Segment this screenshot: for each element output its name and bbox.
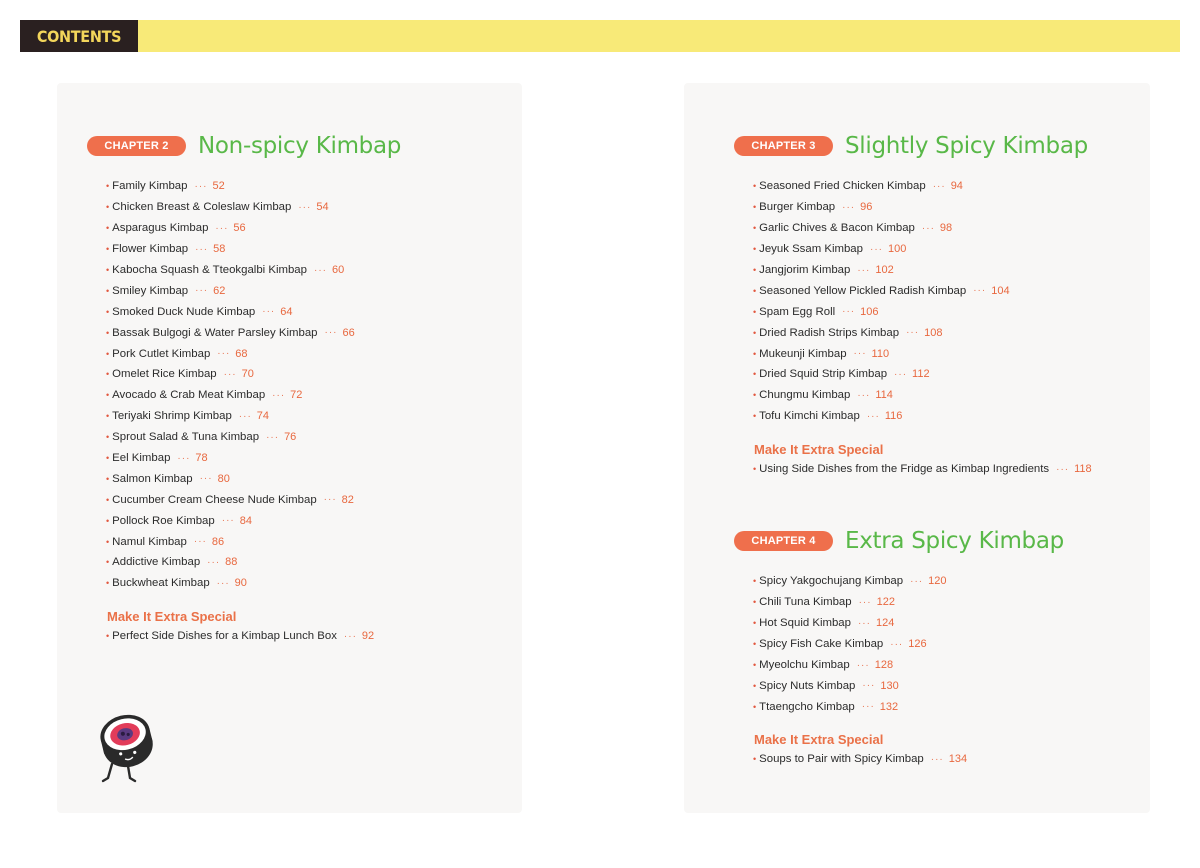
bullet-icon: • (753, 464, 757, 475)
toc-entry (753, 634, 946, 655)
toc-entry (753, 239, 1010, 260)
toc-entry-page: 82 (341, 493, 354, 506)
leader-dots: ··· (856, 659, 870, 671)
toc-entry (106, 448, 355, 469)
toc-entry-page: 64 (280, 305, 293, 318)
toc-entry (753, 592, 946, 613)
toc-entry-page: 90 (234, 577, 247, 590)
toc-entry (106, 239, 355, 260)
chapter-3-badge: CHAPTER 3 (734, 136, 833, 156)
bullet-icon: • (753, 244, 757, 255)
toc-entry-page: 100 (887, 243, 907, 256)
toc-entry-page: 134 (948, 753, 968, 766)
toc-entry-title: Buckwheat Kimbap (112, 577, 210, 590)
toc-entry-title: Myeolchu Kimbap (759, 659, 850, 671)
toc-entry-title: Ttaengcho Kimbap (759, 700, 855, 713)
toc-entry (753, 364, 1010, 385)
toc-entry-page: 106 (860, 305, 879, 318)
toc-entry-title: Flower Kimbap (112, 243, 189, 256)
bullet-icon: • (753, 327, 757, 338)
toc-entry-page: 60 (331, 264, 345, 276)
toc-entry-title: Spicy Yakgochujang Kimbap (759, 575, 904, 588)
bullet-icon: • (753, 202, 757, 213)
toc-entry-page: 80 (217, 472, 230, 485)
bullet-icon: • (753, 754, 757, 765)
toc-entry-title: Eel Kimbap (112, 452, 171, 465)
toc-entry-title: Perfect Side Dishes for a Kimbap Lunch Box (112, 630, 337, 643)
toc-entry-page: 62 (213, 284, 226, 297)
toc-entry-title: Asparagus Kimbap (112, 222, 209, 235)
toc-entry-title: Jangjorim Kimbap (759, 264, 851, 276)
toc-entry-title: Using Side Dishes from the Fridge as Kimbap Ingredients (759, 463, 1050, 476)
toc-entry (106, 552, 355, 573)
bullet-icon: • (106, 536, 110, 547)
chapter-3-title: Slightly Spicy Kimbap (845, 133, 1088, 159)
toc-entry-title: Smoked Duck Nude Kimbap (112, 305, 256, 318)
toc-entry (106, 322, 355, 343)
toc-entry-title: Family Kimbap (112, 180, 188, 193)
bullet-icon: • (106, 327, 110, 338)
toc-entry-title: Seasoned Fried Chicken Kimbap (759, 180, 926, 193)
toc-entry-page: 126 (908, 638, 927, 651)
chapter-2-heading (87, 133, 401, 159)
leader-dots: ··· (298, 201, 312, 213)
toc-entry-page: 122 (876, 596, 895, 609)
toc-entry-page: 98 (939, 222, 953, 235)
toc-entry-title: Bassak Bulgogi & Water Parsley Kimbap (112, 326, 318, 339)
toc-entry (753, 696, 946, 717)
toc-entry (753, 613, 946, 634)
toc-entry-page: 118 (1074, 463, 1092, 476)
leader-dots: ··· (193, 536, 207, 548)
toc-entry-title: Cucumber Cream Cheese Nude Kimbap (112, 493, 317, 506)
toc-entry-page: 96 (860, 201, 873, 214)
toc-entry-page: 68 (235, 347, 248, 360)
toc-entry (753, 655, 946, 676)
toc-entry-page: 74 (256, 410, 270, 423)
toc-entry-title: Chili Tuna Kimbap (759, 596, 852, 609)
bullet-icon: • (106, 285, 110, 296)
toc-entry-page: 86 (211, 535, 225, 548)
toc-entry-title: Omelet Rice Kimbap (112, 368, 217, 381)
toc-entry-title: Pollock Roe Kimbap (112, 514, 215, 527)
toc-entry (106, 489, 355, 510)
leader-dots: ··· (343, 630, 357, 642)
leader-dots: ··· (194, 180, 208, 192)
contents-label: CONTENTS (20, 20, 138, 52)
toc-entry-title: Spicy Nuts Kimbap (759, 679, 856, 692)
leader-dots: ··· (221, 515, 235, 527)
toc-entry-title: Dried Radish Strips Kimbap (759, 326, 900, 339)
leader-dots: ··· (842, 201, 856, 213)
toc-entry-title: Soups to Pair with Spicy Kimbap (759, 753, 924, 766)
bullet-icon: • (753, 660, 757, 670)
toc-entry-page: 120 (928, 575, 947, 588)
chapter-3-heading (734, 133, 1088, 159)
leader-dots: ··· (857, 264, 871, 276)
chapter-3-list (753, 176, 1010, 427)
chapter-3-special-heading: Make It Extra Special (754, 442, 884, 457)
bullet-icon: • (106, 515, 110, 526)
toc-entry-title: Sprout Salad & Tuna Kimbap (112, 431, 260, 444)
toc-entry-title: Dried Squid Strip Kimbap (759, 368, 888, 381)
toc-entry-title: Seasoned Yellow Pickled Radish Kimbap (759, 284, 967, 297)
toc-entry-title: Burger Kimbap (759, 201, 836, 214)
toc-entry (753, 749, 967, 770)
toc-entry (106, 280, 355, 301)
toc-entry-title: Tofu Kimchi Kimbap (759, 410, 860, 423)
bullet-icon: • (106, 223, 110, 234)
toc-entry (753, 218, 1010, 239)
toc-entry-page: 66 (342, 326, 355, 339)
leader-dots: ··· (1056, 463, 1070, 475)
chapter-2-list (106, 176, 355, 594)
toc-entry-title: Spam Egg Roll (759, 305, 836, 318)
bullet-icon: • (106, 473, 110, 484)
toc-entry-page: 84 (239, 514, 252, 527)
leader-dots: ··· (930, 753, 944, 765)
toc-entry (753, 571, 946, 592)
toc-entry-page: 108 (924, 326, 943, 339)
leader-dots: ··· (857, 617, 871, 629)
toc-entry (106, 626, 374, 647)
toc-entry-page: 112 (912, 368, 930, 381)
leader-dots: ··· (921, 222, 935, 234)
toc-entry-title: Hot Squid Kimbap (759, 617, 851, 630)
toc-entry-title: Smiley Kimbap (112, 284, 189, 297)
bullet-icon: • (753, 348, 757, 359)
toc-entry-page: 102 (875, 264, 894, 276)
toc-entry (753, 301, 1010, 322)
toc-entry (753, 406, 1010, 427)
toc-entry-title: Avocado & Crab Meat Kimbap (112, 389, 266, 402)
chapter-2-badge: CHAPTER 2 (87, 136, 186, 156)
toc-entry (106, 531, 355, 552)
bullet-icon: • (106, 453, 110, 464)
leader-dots: ··· (177, 452, 191, 464)
toc-entry (106, 343, 355, 364)
toc-entry-page: 58 (213, 243, 226, 256)
chapter-3-special-list (753, 459, 1092, 480)
bullet-icon: • (106, 578, 110, 589)
leader-dots: ··· (216, 577, 230, 589)
toc-entry-page: 128 (874, 659, 894, 671)
toc-entry (106, 301, 355, 322)
bullet-icon: • (753, 181, 757, 192)
toc-entry-page: 114 (875, 389, 893, 402)
bullet-icon: • (753, 639, 757, 650)
bullet-icon: • (106, 494, 110, 505)
bullet-icon: • (106, 265, 110, 275)
toc-entry (753, 197, 1010, 218)
toc-entry-title: Mukeunji Kimbap (759, 347, 847, 360)
toc-entry (106, 385, 355, 406)
leader-dots: ··· (910, 575, 924, 587)
toc-entry (106, 427, 355, 448)
leader-dots: ··· (266, 431, 280, 443)
toc-entry (106, 510, 355, 531)
bullet-icon: • (753, 618, 757, 629)
toc-entry-page: 124 (875, 617, 895, 630)
toc-entry-page: 130 (880, 679, 899, 692)
bullet-icon: • (106, 202, 110, 213)
leader-dots: ··· (894, 368, 908, 380)
leader-dots: ··· (313, 264, 327, 276)
leader-dots: ··· (272, 389, 286, 401)
bullet-icon: • (106, 432, 110, 443)
toc-entry-page: 104 (991, 284, 1010, 297)
bullet-icon: • (753, 390, 757, 401)
bullet-icon: • (753, 576, 757, 587)
toc-entry (106, 176, 355, 197)
bullet-icon: • (753, 306, 757, 317)
leader-dots: ··· (857, 389, 871, 401)
toc-entry-title: Chungmu Kimbap (759, 389, 851, 402)
leader-dots: ··· (906, 327, 920, 339)
toc-entry (106, 197, 355, 218)
leader-dots: ··· (199, 473, 213, 485)
toc-entry-page: 52 (212, 180, 225, 193)
toc-entry-title: Teriyaki Shrimp Kimbap (112, 410, 232, 423)
toc-entry (106, 468, 355, 489)
leader-dots: ··· (858, 596, 872, 608)
toc-entry-title: Spicy Fish Cake Kimbap (759, 638, 884, 651)
chapter-2-title: Non-spicy Kimbap (198, 133, 402, 159)
leader-dots: ··· (207, 556, 221, 568)
bullet-icon: • (106, 557, 110, 568)
bullet-icon: • (753, 223, 757, 234)
bullet-icon: • (106, 348, 110, 359)
leader-dots: ··· (853, 348, 867, 360)
bullet-icon: • (753, 701, 757, 712)
leader-dots: ··· (866, 410, 880, 422)
bullet-icon: • (106, 411, 110, 422)
toc-entry (753, 176, 1010, 197)
bullet-icon: • (753, 265, 757, 275)
bullet-icon: • (106, 306, 110, 317)
leader-dots: ··· (932, 180, 946, 192)
chapter-4-badge: CHAPTER 4 (734, 531, 833, 551)
bullet-icon: • (753, 285, 757, 296)
chapter-2-special-list (106, 626, 374, 647)
toc-entry (753, 459, 1092, 480)
leader-dots: ··· (890, 638, 904, 650)
toc-entry-title: Garlic Chives & Bacon Kimbap (759, 222, 915, 235)
toc-entry (106, 364, 355, 385)
leader-dots: ··· (195, 285, 209, 297)
leader-dots: ··· (217, 348, 231, 360)
toc-entry (753, 385, 1010, 406)
toc-entry-page: 88 (225, 556, 238, 569)
toc-entry-title: Pork Cutlet Kimbap (112, 347, 211, 360)
toc-entry-page: 78 (195, 452, 208, 465)
leader-dots: ··· (973, 285, 987, 297)
toc-entry-title: Addictive Kimbap (112, 556, 201, 569)
toc-entry (753, 280, 1010, 301)
toc-entry-page: 132 (879, 700, 899, 713)
toc-entry-title: Jeyuk Ssam Kimbap (759, 243, 863, 256)
leader-dots: ··· (324, 327, 338, 339)
bullet-icon: • (753, 597, 757, 608)
bullet-icon: • (106, 631, 110, 642)
toc-entry (106, 573, 355, 594)
leader-dots: ··· (862, 680, 876, 692)
leader-dots: ··· (215, 222, 229, 234)
toc-entry-title: Kabocha Squash & Tteokgalbi Kimbap (112, 264, 307, 276)
kimbap-mascot-illustration (94, 712, 160, 784)
leader-dots: ··· (869, 243, 883, 255)
toc-entry-page: 92 (361, 630, 375, 643)
toc-entry-page: 72 (290, 389, 303, 402)
toc-entry-title: Salmon Kimbap (112, 472, 193, 485)
bullet-icon: • (753, 680, 757, 691)
leader-dots: ··· (262, 306, 276, 318)
toc-entry-page: 116 (884, 410, 903, 423)
leader-dots: ··· (238, 410, 252, 422)
chapter-4-special-heading: Make It Extra Special (754, 732, 884, 747)
toc-entry-title: Namul Kimbap (112, 535, 187, 548)
toc-entry (753, 675, 946, 696)
bullet-icon: • (106, 369, 110, 380)
toc-entry-page: 54 (316, 201, 329, 214)
leader-dots: ··· (195, 243, 209, 255)
toc-entry-page: 70 (241, 368, 254, 381)
leader-dots: ··· (323, 494, 337, 506)
toc-entry-title: Chicken Breast & Coleslaw Kimbap (112, 201, 292, 214)
toc-entry-page: 94 (950, 180, 963, 193)
toc-entry (753, 343, 1010, 364)
chapter-4-heading (734, 528, 1064, 554)
chapter-2-special-heading: Make It Extra Special (107, 609, 237, 624)
bullet-icon: • (106, 390, 110, 401)
bullet-icon: • (753, 369, 757, 380)
toc-entry-page: 56 (233, 222, 246, 235)
toc-entry (753, 260, 1010, 281)
header-bar (20, 20, 1180, 52)
toc-entry (106, 406, 355, 427)
chapter-4-special-list (753, 749, 967, 770)
chapter-4-title: Extra Spicy Kimbap (845, 528, 1064, 554)
bullet-icon: • (106, 181, 110, 192)
toc-entry (106, 218, 355, 239)
toc-entry (106, 260, 355, 281)
leader-dots: ··· (861, 701, 875, 713)
toc-entry-page: 76 (284, 431, 297, 444)
toc-entry (753, 322, 1010, 343)
toc-entry-page: 110 (871, 347, 890, 360)
bullet-icon: • (106, 244, 110, 255)
leader-dots: ··· (223, 368, 237, 380)
chapter-4-list (753, 571, 946, 717)
leader-dots: ··· (842, 306, 856, 318)
bullet-icon: • (753, 411, 757, 422)
